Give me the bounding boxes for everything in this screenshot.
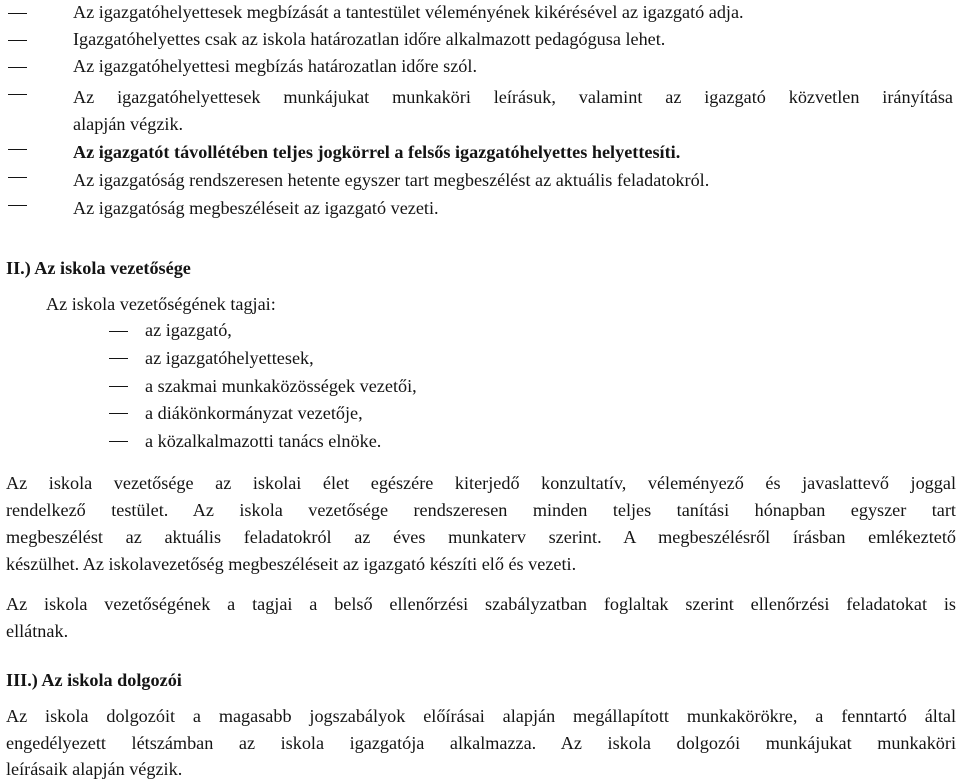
dash-bullet xyxy=(8,94,27,95)
dash-bullet xyxy=(8,177,27,178)
paragraph-line: leírásaik alapján végzik. xyxy=(6,759,183,779)
dash-bullet xyxy=(8,40,27,41)
member-item: a diákönkormányzat vezetője, xyxy=(145,403,363,423)
dash-bullet xyxy=(8,205,27,206)
bullet-item: Az igazgatóhelyettesek megbízását a tantestület véleményének kikérésével az igazgató adja. xyxy=(73,2,744,22)
paragraph-line: Az iskola vezetőségének a tagjai a belső ellenőrzési szabályzatban foglaltak szerint ellenőrzési feladatokat is xyxy=(6,594,956,614)
dash-bullet xyxy=(109,331,128,332)
paragraph-line: készülhet. Az iskolavezetőség megbeszéléseit az igazgató készíti elő és vezeti. xyxy=(6,554,577,574)
dash-bullet xyxy=(109,386,128,387)
member-item: a szakmai munkaközösségek vezetői, xyxy=(145,376,417,396)
paragraph-line: ellátnak. xyxy=(6,621,69,641)
paragraph-line: Az iskola vezetősége az iskolai élet egészére kiterjedő konzultatív, véleményező és javaslattevő joggal xyxy=(6,473,956,493)
bullet-item: Az igazgatóhelyettesi megbízás határozatlan időre szól. xyxy=(73,56,477,76)
bullet-item-bold: Az igazgatót távollétében teljes jogkörrel a felsős igazgatóhelyettes helyettesíti. xyxy=(73,142,681,162)
dash-bullet xyxy=(109,358,128,359)
paragraph-line: engedélyezett létszámban az iskola igazgatója alkalmazza. Az iskola dolgozói munkájukat munkaköri xyxy=(6,733,956,753)
paragraph-line: Az iskola dolgozóit a magasabb jogszabályok előírásai alapján megállapított munkakörökre, a fenntartó által xyxy=(6,706,956,726)
member-item: a közalkalmazotti tanács elnöke. xyxy=(145,431,382,451)
dash-bullet xyxy=(109,441,128,442)
section-intro: Az iskola vezetőségének tagjai: xyxy=(46,294,276,314)
member-item: az igazgatóhelyettesek, xyxy=(145,348,314,368)
bullet-item: Az igazgatóság megbeszéléseit az igazgató vezeti. xyxy=(73,198,439,218)
section-heading: III.) Az iskola dolgozói xyxy=(6,670,182,690)
dash-bullet xyxy=(109,413,128,414)
bullet-item: Az igazgatóhelyettesek munkájukat munkaköri leírásuk, valamint az igazgató közvetlen irányítása xyxy=(73,87,953,107)
dash-bullet xyxy=(8,67,27,68)
paragraph-line: megbeszélést az aktuális feladatokról az éves munkaterv szerint. A megbeszélésről írásban emlékeztető xyxy=(6,527,956,547)
bullet-item-continuation: alapján végzik. xyxy=(73,114,184,134)
paragraph-line: rendelkező testület. Az iskola vezetősége rendszeresen minden teljes tanítási hónapban egyszer tart xyxy=(6,500,956,520)
dash-bullet xyxy=(8,149,27,150)
section-heading: II.) Az iskola vezetősége xyxy=(6,258,191,278)
dash-bullet xyxy=(8,13,27,14)
member-item: az igazgató, xyxy=(145,320,232,340)
bullet-item: Az igazgatóság rendszeresen hetente egyszer tart megbeszélést az aktuális feladatokról. xyxy=(73,170,710,190)
bullet-item: Igazgatóhelyettes csak az iskola határozatlan időre alkalmazott pedagógusa lehet. xyxy=(73,29,666,49)
